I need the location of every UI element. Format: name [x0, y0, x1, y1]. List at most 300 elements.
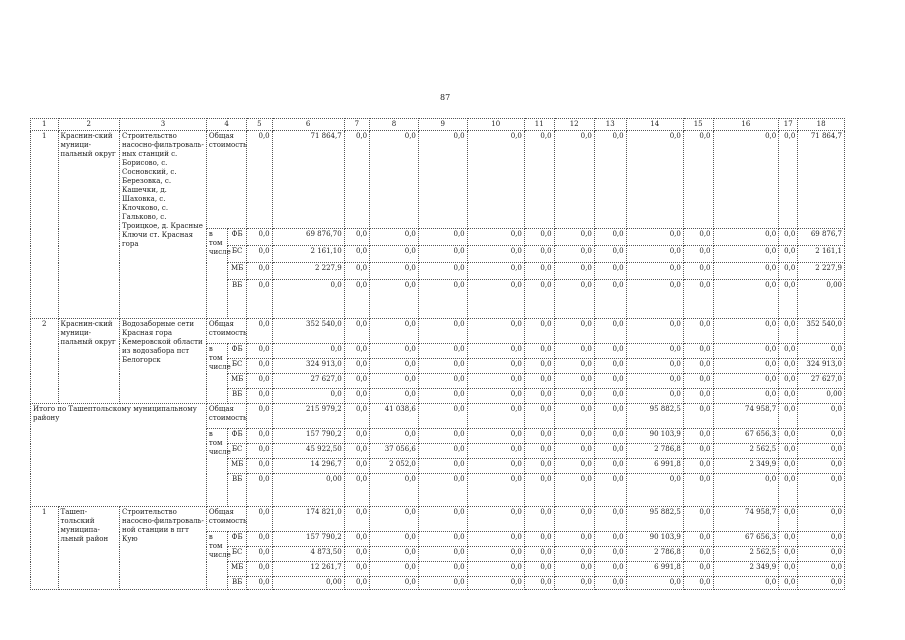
value-cell: 0,0 [554, 389, 594, 404]
source-cell: ВБ [228, 389, 247, 404]
value-cell: 0,0 [344, 459, 369, 474]
value-cell: 0,0 [594, 246, 626, 263]
value-cell: 0,0 [713, 229, 779, 246]
value-cell: 0,0 [683, 562, 713, 577]
value-cell: 0,0 [554, 280, 594, 319]
value-cell: 0,0 [554, 374, 594, 389]
column-number: 16 [713, 119, 779, 131]
value-cell: 0,0 [467, 263, 524, 280]
column-number: 5 [247, 119, 272, 131]
value-cell: 0,0 [779, 577, 798, 590]
value-cell: 0,0 [524, 474, 554, 507]
value-cell: 0,0 [247, 263, 272, 280]
value-cell: 0,0 [418, 263, 467, 280]
value-cell: 0,0 [247, 344, 272, 359]
value-cell: 0,0 [554, 532, 594, 547]
value-cell: 0,0 [344, 532, 369, 547]
value-cell: 0,0 [467, 429, 524, 444]
value-cell: 0,0 [594, 507, 626, 532]
value-cell: 0,0 [467, 319, 524, 344]
value-cell: 0,0 [370, 263, 419, 280]
value-cell: 0,0 [554, 547, 594, 562]
value-cell: 0,0 [594, 532, 626, 547]
value-cell: 0,0 [798, 474, 845, 507]
total-label: Общая стоимость [206, 404, 246, 429]
value-cell: 0,0 [524, 374, 554, 389]
value-cell: 71 864,7 [798, 131, 845, 229]
value-cell: 0,0 [779, 547, 798, 562]
value-cell: 37 056,6 [370, 444, 419, 459]
value-cell: 0,0 [779, 359, 798, 374]
value-cell: 0,0 [626, 280, 683, 319]
value-cell: 95 882,5 [626, 404, 683, 429]
value-cell: 0,0 [272, 280, 344, 319]
value-cell: 0,0 [344, 319, 369, 344]
value-cell: 0,0 [594, 280, 626, 319]
value-cell: 0,0 [344, 562, 369, 577]
header-row [31, 119, 845, 131]
page-number: 87 [440, 93, 451, 102]
value-cell: 0,0 [683, 429, 713, 444]
value-cell: 0,0 [594, 547, 626, 562]
value-cell: 0,0 [683, 459, 713, 474]
value-cell: 0,0 [554, 507, 594, 532]
value-cell: 157 790,2 [272, 532, 344, 547]
value-cell: 0,0 [554, 359, 594, 374]
value-cell: 0,0 [247, 547, 272, 562]
value-cell: 0,0 [713, 474, 779, 507]
value-cell: 0,0 [779, 429, 798, 444]
value-cell: 0,0 [247, 280, 272, 319]
value-cell: 0,0 [798, 507, 845, 532]
value-cell: 0,0 [344, 577, 369, 590]
value-cell: 0,0 [554, 344, 594, 359]
value-cell: 0,0 [370, 344, 419, 359]
value-cell: 0,0 [344, 229, 369, 246]
value-cell: 69 876,7 [798, 229, 845, 246]
source-cell: БС [228, 444, 247, 459]
value-cell: 0,0 [418, 229, 467, 246]
value-cell: 0,0 [272, 344, 344, 359]
source-cell: ФБ [228, 229, 247, 246]
incl-label: в том числе [206, 429, 227, 507]
value-cell: 0,0 [418, 562, 467, 577]
table-row [31, 319, 845, 344]
value-cell: 0,0 [467, 131, 524, 229]
source-cell: БС [228, 246, 247, 263]
value-cell: 0,0 [524, 532, 554, 547]
value-cell: 174 821,0 [272, 507, 344, 532]
value-cell: 0,0 [594, 359, 626, 374]
value-cell: 0,0 [779, 444, 798, 459]
value-cell: 0,0 [247, 444, 272, 459]
value-cell: 0,0 [524, 359, 554, 374]
value-cell: 0,0 [713, 131, 779, 229]
value-cell: 0,0 [418, 374, 467, 389]
value-cell: 0,0 [467, 344, 524, 359]
column-number: 9 [418, 119, 467, 131]
value-cell: 0,0 [247, 577, 272, 590]
value-cell: 0,0 [247, 131, 272, 229]
value-cell: 0,0 [683, 374, 713, 389]
value-cell: 0,0 [594, 131, 626, 229]
value-cell: 0,0 [344, 389, 369, 404]
column-number: 8 [370, 119, 419, 131]
value-cell: 0,0 [779, 246, 798, 263]
value-cell: 0,0 [554, 577, 594, 590]
value-cell: 0,0 [779, 374, 798, 389]
column-number: 11 [524, 119, 554, 131]
value-cell: 0,0 [554, 459, 594, 474]
value-cell: 0,0 [798, 344, 845, 359]
source-cell: БС [228, 359, 247, 374]
value-cell: 0,0 [344, 246, 369, 263]
value-cell: 0,0 [626, 374, 683, 389]
value-cell: 0,0 [626, 389, 683, 404]
value-cell: 0,0 [594, 459, 626, 474]
value-cell: 0,0 [554, 404, 594, 429]
value-cell: 0,0 [467, 359, 524, 374]
value-cell: 0,0 [779, 474, 798, 507]
value-cell: 2 161,1 [798, 246, 845, 263]
value-cell: 2 562,5 [713, 444, 779, 459]
value-cell: 0,0 [344, 344, 369, 359]
value-cell: 0,0 [418, 246, 467, 263]
value-cell: 0,0 [683, 389, 713, 404]
value-cell: 0,0 [594, 562, 626, 577]
table-row [31, 507, 845, 532]
value-cell: 0,0 [626, 577, 683, 590]
value-cell: 352 540,0 [272, 319, 344, 344]
source-cell: ВБ [228, 577, 247, 590]
value-cell: 0,0 [467, 577, 524, 590]
value-cell: 0,0 [626, 319, 683, 344]
value-cell: 0,0 [524, 263, 554, 280]
value-cell: 67 656,3 [713, 429, 779, 444]
column-number: 18 [798, 119, 845, 131]
value-cell: 0,0 [418, 280, 467, 319]
value-cell: 0,0 [554, 319, 594, 344]
value-cell: 0,0 [524, 444, 554, 459]
value-cell: 0,0 [467, 474, 524, 507]
source-cell: ВБ [228, 280, 247, 319]
value-cell: 0,0 [247, 229, 272, 246]
district-cell: Краснин-ский муници-пальный округ [58, 131, 119, 319]
value-cell: 0,0 [779, 319, 798, 344]
value-cell: 0,0 [344, 429, 369, 444]
value-cell: 0,0 [370, 577, 419, 590]
value-cell: 0,0 [713, 246, 779, 263]
value-cell: 0,0 [524, 429, 554, 444]
value-cell: 0,0 [370, 359, 419, 374]
value-cell: 0,0 [524, 229, 554, 246]
value-cell: 0,0 [370, 374, 419, 389]
value-cell: 0,0 [418, 444, 467, 459]
value-cell: 0,0 [247, 359, 272, 374]
value-cell: 0,0 [626, 246, 683, 263]
value-cell: 0,0 [798, 577, 845, 590]
column-number: 3 [120, 119, 207, 131]
value-cell: 0,0 [594, 319, 626, 344]
row-number: 1 [31, 131, 59, 319]
value-cell: 0,0 [344, 444, 369, 459]
value-cell: 0,0 [247, 429, 272, 444]
source-cell: ФБ [228, 532, 247, 547]
value-cell: 0,0 [683, 246, 713, 263]
value-cell: 0,0 [713, 389, 779, 404]
column-number: 2 [58, 119, 119, 131]
value-cell: 95 882,5 [626, 507, 683, 532]
value-cell: 0,0 [370, 280, 419, 319]
table-row [31, 404, 845, 429]
value-cell: 0,0 [370, 229, 419, 246]
district-cell: Краснин-ский муници-пальный округ [58, 319, 119, 404]
object-cell: Водозаборные сети Красная гора Кемеровской области из водозабора пст Белогорск [120, 319, 207, 404]
value-cell: 0,0 [554, 429, 594, 444]
value-cell: 0,0 [344, 374, 369, 389]
value-cell: 0,0 [594, 344, 626, 359]
incl-label: в том числе [206, 532, 227, 590]
value-cell: 0,0 [418, 507, 467, 532]
value-cell: 324 913,0 [798, 359, 845, 374]
incl-label: в том числе [206, 344, 227, 404]
value-cell: 0,0 [418, 404, 467, 429]
column-number: 15 [683, 119, 713, 131]
value-cell: 0,0 [344, 474, 369, 507]
value-cell: 0,0 [713, 344, 779, 359]
value-cell: 0,0 [554, 263, 594, 280]
value-cell: 2 349,9 [713, 459, 779, 474]
value-cell: 0,0 [683, 319, 713, 344]
value-cell: 0,0 [779, 263, 798, 280]
value-cell: 0,0 [683, 474, 713, 507]
value-cell: 0,0 [370, 562, 419, 577]
value-cell: 0,0 [344, 507, 369, 532]
object-cell: Строительство насосно-фильтроваль-ной станции в пгт Кую [120, 507, 207, 590]
value-cell: 71 864,7 [272, 131, 344, 229]
value-cell: 2 161,10 [272, 246, 344, 263]
row-number: 1 [31, 507, 59, 590]
value-cell: 0,0 [467, 280, 524, 319]
value-cell: 0,0 [247, 374, 272, 389]
value-cell: 0,00 [798, 280, 845, 319]
value-cell: 0,0 [594, 429, 626, 444]
value-cell: 0,0 [524, 547, 554, 562]
value-cell: 0,0 [418, 131, 467, 229]
value-cell: 0,0 [247, 474, 272, 507]
value-cell: 0,0 [418, 319, 467, 344]
column-number: 6 [272, 119, 344, 131]
value-cell: 0,0 [344, 547, 369, 562]
value-cell: 0,0 [626, 263, 683, 280]
value-cell: 0,0 [247, 319, 272, 344]
value-cell: 0,0 [713, 374, 779, 389]
value-cell: 0,0 [798, 532, 845, 547]
total-label: Общая стоимость [206, 319, 246, 344]
value-cell: 0,0 [554, 246, 594, 263]
value-cell: 14 296,7 [272, 459, 344, 474]
value-cell: 0,0 [713, 319, 779, 344]
value-cell: 2 786,8 [626, 444, 683, 459]
value-cell: 2 052,0 [370, 459, 419, 474]
district-cell: Ташеп-тольский муниципа-льный район [58, 507, 119, 590]
value-cell: 0,0 [524, 344, 554, 359]
source-cell: ФБ [228, 344, 247, 359]
source-cell: МБ [228, 459, 247, 474]
value-cell: 0,0 [418, 577, 467, 590]
total-label: Общая стоимость [206, 131, 246, 229]
value-cell: 0,0 [779, 562, 798, 577]
value-cell: 0,0 [247, 562, 272, 577]
value-cell: 0,0 [467, 532, 524, 547]
value-cell: 0,0 [418, 359, 467, 374]
value-cell: 0,0 [418, 547, 467, 562]
value-cell: 0,0 [798, 459, 845, 474]
value-cell: 0,0 [524, 404, 554, 429]
value-cell: 0,0 [594, 263, 626, 280]
district-cell: Итого по Ташептольскому муниципальному району [31, 404, 207, 507]
value-cell: 0,0 [779, 229, 798, 246]
value-cell: 0,0 [554, 562, 594, 577]
value-cell: 0,0 [594, 374, 626, 389]
value-cell: 0,0 [418, 429, 467, 444]
source-cell: МБ [228, 562, 247, 577]
value-cell: 0,0 [626, 229, 683, 246]
value-cell: 0,0 [370, 547, 419, 562]
value-cell: 0,0 [683, 404, 713, 429]
value-cell: 0,0 [344, 131, 369, 229]
value-cell: 0,0 [247, 389, 272, 404]
column-number: 12 [554, 119, 594, 131]
value-cell: 0,0 [524, 577, 554, 590]
source-cell: ВБ [228, 474, 247, 507]
value-cell: 6 991,8 [626, 562, 683, 577]
column-number: 13 [594, 119, 626, 131]
value-cell: 0,0 [370, 429, 419, 444]
value-cell: 0,0 [467, 507, 524, 532]
value-cell: 0,0 [247, 507, 272, 532]
value-cell: 27 627,0 [798, 374, 845, 389]
value-cell: 0,0 [683, 577, 713, 590]
value-cell: 2 227,9 [272, 263, 344, 280]
value-cell: 0,0 [418, 459, 467, 474]
value-cell: 12 261,7 [272, 562, 344, 577]
value-cell: 0,0 [554, 474, 594, 507]
value-cell: 0,0 [370, 246, 419, 263]
value-cell: 0,0 [524, 131, 554, 229]
value-cell: 0,0 [779, 459, 798, 474]
column-number: 14 [626, 119, 683, 131]
column-number: 1 [31, 119, 59, 131]
column-number: 17 [779, 119, 798, 131]
table-row [31, 131, 845, 229]
value-cell: 0,0 [779, 507, 798, 532]
source-cell: МБ [228, 263, 247, 280]
value-cell: 0,0 [467, 246, 524, 263]
value-cell: 0,0 [524, 319, 554, 344]
value-cell: 0,0 [247, 404, 272, 429]
value-cell: 2 227,9 [798, 263, 845, 280]
value-cell: 90 103,9 [626, 429, 683, 444]
source-cell: БС [228, 547, 247, 562]
value-cell: 0,0 [594, 444, 626, 459]
funding-table [30, 118, 845, 590]
value-cell: 0,0 [344, 404, 369, 429]
value-cell: 0,0 [344, 263, 369, 280]
value-cell: 0,0 [524, 280, 554, 319]
value-cell: 0,0 [683, 263, 713, 280]
value-cell: 0,0 [467, 562, 524, 577]
value-cell: 0,0 [713, 280, 779, 319]
value-cell: 324 913,0 [272, 359, 344, 374]
object-cell: Строительство насосно-фильтроваль-ных станций с. Борисово, с. Сосновский, с. Березовка, с. Кашечки, д. Шаховка, с. Клочково, с. Гальково, с. Троицкое, д. Красные Ключи ст. Красная гора [120, 131, 207, 319]
value-cell: 0,0 [467, 459, 524, 474]
value-cell: 0,0 [779, 280, 798, 319]
value-cell: 0,0 [467, 444, 524, 459]
total-label: Общая стоимость [206, 507, 246, 532]
value-cell: 0,0 [370, 131, 419, 229]
value-cell: 6 991,8 [626, 459, 683, 474]
value-cell: 0,0 [798, 562, 845, 577]
row-number: 2 [31, 319, 59, 404]
value-cell: 0,0 [713, 359, 779, 374]
value-cell: 0,0 [798, 429, 845, 444]
value-cell: 0,0 [683, 344, 713, 359]
value-cell: 0,0 [344, 280, 369, 319]
value-cell: 0,0 [344, 359, 369, 374]
value-cell: 0,0 [554, 229, 594, 246]
value-cell: 0,0 [467, 389, 524, 404]
value-cell: 0,0 [524, 389, 554, 404]
value-cell: 0,0 [247, 532, 272, 547]
value-cell: 0,0 [798, 404, 845, 429]
value-cell: 0,00 [272, 474, 344, 507]
value-cell: 0,0 [594, 577, 626, 590]
value-cell: 0,0 [370, 532, 419, 547]
value-cell: 0,0 [524, 562, 554, 577]
value-cell: 0,0 [418, 389, 467, 404]
value-cell: 0,0 [467, 374, 524, 389]
value-cell: 0,0 [594, 404, 626, 429]
value-cell: 0,0 [594, 389, 626, 404]
value-cell: 0,0 [713, 577, 779, 590]
value-cell: 215 979,2 [272, 404, 344, 429]
value-cell: 0,0 [370, 474, 419, 507]
value-cell: 0,0 [626, 474, 683, 507]
value-cell: 0,0 [626, 359, 683, 374]
value-cell: 0,0 [594, 474, 626, 507]
value-cell: 27 627,0 [272, 374, 344, 389]
value-cell: 0,0 [554, 444, 594, 459]
value-cell: 67 656,3 [713, 532, 779, 547]
value-cell: 0,0 [683, 444, 713, 459]
value-cell: 0,0 [554, 131, 594, 229]
value-cell: 0,0 [683, 131, 713, 229]
value-cell: 0,0 [467, 547, 524, 562]
value-cell: 0,0 [467, 404, 524, 429]
column-number: 10 [467, 119, 524, 131]
value-cell: 0,0 [683, 507, 713, 532]
value-cell: 0,0 [683, 547, 713, 562]
value-cell: 0,0 [713, 263, 779, 280]
value-cell: 0,0 [247, 246, 272, 263]
value-cell: 0,0 [683, 280, 713, 319]
incl-label: в том числе [206, 229, 227, 319]
value-cell: 0,0 [524, 459, 554, 474]
value-cell: 0,0 [683, 532, 713, 547]
value-cell: 0,0 [683, 229, 713, 246]
value-cell: 0,0 [779, 131, 798, 229]
